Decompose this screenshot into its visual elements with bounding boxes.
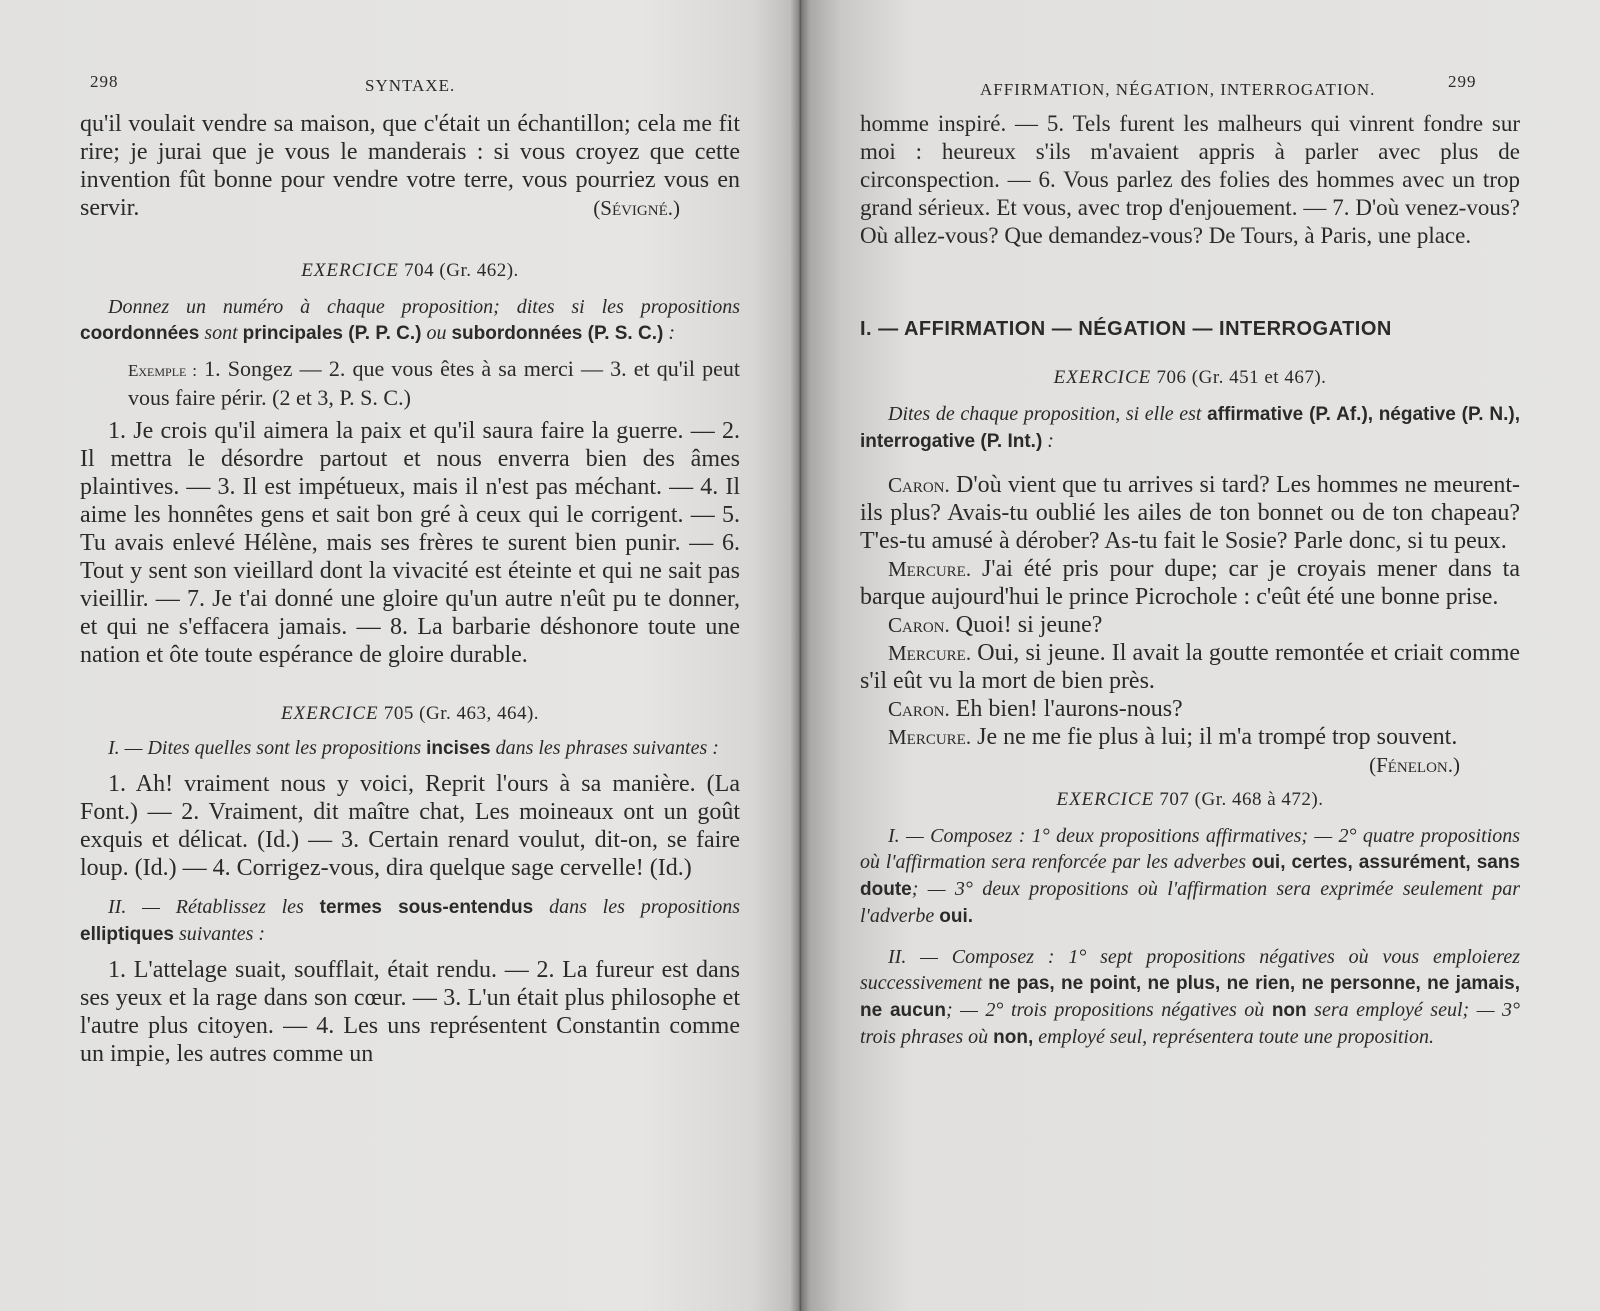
dialogue-text: Quoi! si jeune? [955, 612, 1103, 638]
exercise-707-word: EXERCICE [1056, 789, 1155, 810]
exercise-705-part1-text: 1. Ah! vraiment nous y voici, Reprit l'ours à sa manière. (La Font.) — 2. Vraiment, dit maître chat, Les moineaux ont un goût exquis et délicat. (Id.) — 3. Certain renard voulut, dit-on, se faire loup. (Id.) — 4. Corrigez-vous, dira quelque sage cervelle! (Id.) [80, 771, 740, 881]
exercise-704-title [80, 260, 740, 282]
speaker: Mercure. [888, 557, 972, 581]
ex707-2g: employé seul, représentera toute une proposition. [1038, 1026, 1434, 1048]
exercise-707-part2 [860, 944, 1520, 1051]
instr-704-bold1: coordonnées [80, 323, 200, 344]
dialogue-source: (Fénelon.) [1369, 753, 1460, 777]
example-text: 1. Songez — 2. que vous êtes à sa merci — 3. et qu'il peut vous faire périr. (2 et 3, P. S. C.) [128, 356, 740, 410]
exercise-707-title [860, 789, 1520, 811]
instr-706-b: affirmative (P. Af.), [1207, 404, 1374, 425]
exercise-704-word: EXERCICE [301, 260, 399, 281]
page-number-left: 298 [90, 72, 119, 91]
instr-706-d: : [1042, 430, 1054, 452]
running-head-right: AFFIRMATION, NÉGATION, INTERROGATION. [980, 80, 1376, 99]
exercise-705-ref: 705 (Gr. 463, 464). [383, 703, 540, 724]
dialogue-text: Oui, si jeune. Il avait la goutte remontée et criait comme s'il eût vu la mort de bien près. [860, 640, 1521, 694]
instr-705-2d: elliptiques [80, 924, 174, 945]
dialogue-line [860, 611, 1520, 639]
dialogue [860, 471, 1521, 777]
instr-704-part3: ou [426, 322, 447, 344]
intro-text-left: qu'il voulait vendre sa maison, que c'était un échantillon; cela me fit rire; je jurai que je vous le manderais : si vous croyez que cette invention fût bonne pour vendre votre terre, vous pourriez vous en servir. [80, 111, 740, 221]
intro-paragraph-right: homme inspiré. — 5. Tels furent les malheurs qui vinrent fondre sur moi : heureux s'ils m'avaient appris à parler avec plus de circonspection. — 6. Vous parlez des folies des hommes avec un trop grand sérieux. Et vous, avec trop d'enjouement. — 7. D'où venez-vous? Où allez-vous? Que demandez-vous? De Tours, à Paris, une place. [860, 111, 1520, 248]
dialogue-text: J'ai été pris pour dupe; car je croyais mener dans ta barque aujourd'hui le prince Picrochole : c'eût été une bonne prise. [860, 556, 1521, 610]
ex707-1d: oui. [939, 906, 974, 927]
speaker: Mercure. [888, 725, 972, 749]
exercise-706-ref: 706 (Gr. 451 et 467). [1156, 367, 1327, 388]
instr-704-part4: : [663, 322, 675, 344]
page-number-right: 299 [1448, 72, 1477, 91]
ex707-2d: non [1271, 1000, 1307, 1021]
section-title: I. — AFFIRMATION — NÉGATION — INTERROGATION [860, 318, 1392, 340]
instr-705-1b: incises [426, 738, 491, 759]
exercise-705-part2-instructions [80, 894, 740, 948]
instr-705-2b: termes sous-entendus [319, 897, 534, 918]
right-column [860, 110, 1520, 1051]
dialogue-line [860, 695, 1520, 723]
exercise-705-title [80, 703, 740, 725]
ex707-1c: ; — 3° deux propositions où l'affirmation sera exprimée seulement par l'adverbe [860, 878, 1520, 927]
ex707-2a: II. — Composez : 1° sept propositions négatives où vous emploierez successivement [860, 946, 1520, 994]
example-label: Exemple : [128, 361, 197, 380]
ex707-1b: oui, certes, assurément, sans doute [860, 852, 1521, 900]
dialogue-line [860, 555, 1520, 611]
intro-source-left: (Sévigné.) [593, 196, 680, 220]
ex707-2e: sera employé seul; — 3° trois phrases où [860, 999, 1521, 1048]
instr-704-bold3: subordonnées (P. S. C.) [451, 323, 664, 344]
instr-705-1a: I. — Dites quelles sont les propositions [108, 737, 422, 759]
speaker: Caron. [888, 697, 950, 721]
exercise-704-text: 1. Je crois qu'il aimera la paix et qu'il saura faire la guerre. — 2. Il mettra le désordre partout et nous enverra bien des âmes plaintives. — 3. Il est impétueux, mais il n'est pas méchant. — 4. Il aime les honnêtes gens et sait bon gré à ceux qui le corrigent. — 5. Tu avais enlevé Hélène, mais ses frères te surent bien punir. — 6. Tout y sent son vieillard dont la vivacité est éteinte et qui ne sait pas vieillir. — 7. Je t'ai donné une gloire qu'un autre n'eût pu te donner, et qui ne s'effacera jamais. — 8. La barbarie déshonore toute une nation et ôte toute espérance de gloire durable. [80, 418, 740, 668]
exercise-705-word: EXERCICE [280, 703, 379, 724]
dialogue-line [860, 471, 1520, 555]
instr-705-2a: II. — Rétablissez les [108, 896, 304, 918]
exercise-706-title [860, 367, 1520, 389]
exercise-704-example [80, 355, 740, 411]
speaker: Caron. [888, 473, 950, 497]
instr-705-2e: suivantes : [178, 923, 266, 945]
dialogue-text: Je ne me fie plus à lui; il m'a trompé trop souvent. [977, 724, 1458, 750]
instr-704-part2: sont [204, 322, 238, 344]
exercise-707-part1 [860, 823, 1520, 930]
left-column [80, 110, 740, 1068]
intro-paragraph-left [80, 110, 740, 222]
instr-705-1c: dans les phrases suivantes : [495, 737, 719, 759]
running-head-left: SYNTAXE. [365, 76, 456, 95]
instr-706-c: négative (P. N.), interrogative (P. Int.) [860, 404, 1521, 452]
ex707-2c: ; — 2° trois propositions négatives où [945, 999, 1265, 1021]
dialogue-text: Eh bien! l'aurons-nous? [955, 696, 1183, 722]
exercise-706-word: EXERCICE [1053, 367, 1152, 388]
ex707-2f: non, [993, 1027, 1034, 1048]
speaker: Mercure. [888, 641, 972, 665]
instr-704-bold2: principales (P. P. C.) [242, 323, 422, 344]
instr-705-2c: dans les propositions [549, 896, 741, 918]
ex707-1a: I. — Composez : 1° deux propositions affirmatives; — 2° quatre propositions où l'affirmation sera renforcée par les adverbes [860, 825, 1520, 873]
dialogue-line [860, 723, 1520, 777]
speaker: Caron. [888, 613, 950, 637]
exercise-706-instructions [860, 401, 1520, 455]
exercise-707-ref: 707 (Gr. 468 à 472). [1159, 789, 1324, 810]
exercise-704-instructions [80, 294, 740, 347]
dialogue-text: D'où vient que tu arrives si tard? Les hommes ne meurent-ils plus? Avais-tu oublié les ailes de ton bonnet ou de ton chapeau? T'es-tu amusé à dérober? As-tu fait le Sosie? Parle donc, si tu peux. [860, 472, 1520, 554]
exercise-704-ref: 704 (Gr. 462). [404, 260, 519, 281]
exercise-705-part2-text: 1. L'attelage suait, soufflait, était rendu. — 2. La fureur est dans ses yeux et la rage dans son cœur. — 3. L'un était plus philosophe et l'autre plus citoyen. — 4. Les uns représentent Constantin comme un impie, les autres comme un [80, 957, 740, 1067]
exercise-705-part1-instructions [80, 735, 740, 762]
ex707-2b: ne pas, ne point, ne plus, ne rien, ne personne, ne jamais, ne aucun [860, 973, 1521, 1021]
dialogue-line [860, 639, 1520, 695]
book-gutter [790, 0, 810, 1311]
instr-706-a: Dites de chaque proposition, si elle est [888, 403, 1202, 425]
instr-704-part1: Donnez un numéro à chaque proposition; dites si les propositions [108, 296, 740, 318]
